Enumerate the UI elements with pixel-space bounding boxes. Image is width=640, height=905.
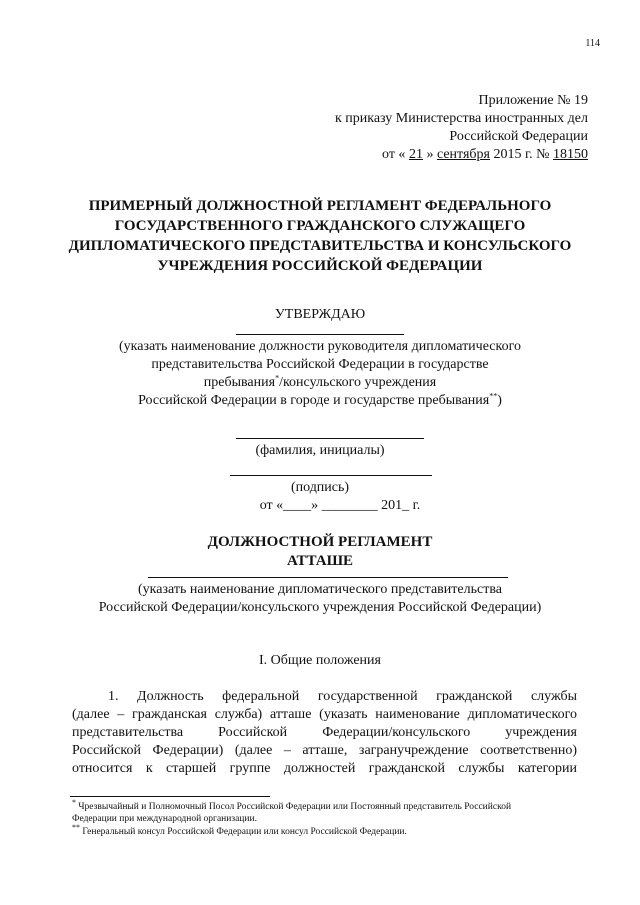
footnote-2-mark: **: [72, 822, 80, 832]
footnote-ref-1: *: [275, 373, 280, 383]
paragraph-line-4: Российской Федерации) (далее – атташе, загранучреждение соответственно): [72, 743, 577, 758]
page-number: 114: [585, 38, 600, 49]
title-line-3: ДИПЛОМАТИЧЕСКОГО ПРЕДСТАВИТЕЛЬСТВА И КОНСУЛЬСКОГО: [68, 238, 572, 254]
instr-part-d: ): [497, 393, 502, 408]
appendix-header: [335, 92, 588, 164]
name-hint: (фамилия, инициалы): [255, 443, 385, 458]
paragraph-line-1: 1. Должность федеральной государственной гражданской службы: [108, 689, 577, 704]
approval-rule: [236, 334, 404, 335]
instr-part-c: Российской Федерации в городе и государстве пребывания: [138, 393, 490, 408]
title-line-1: ПРИМЕРНЫЙ ДОЛЖНОСТНОЙ РЕГЛАМЕНТ ФЕДЕРАЛЬНОГО: [88, 198, 552, 214]
date-mid: »: [426, 147, 434, 162]
regulation-title-line-1: ДОЛЖНОСТНОЙ РЕГЛАМЕНТ: [207, 534, 433, 550]
paragraph-line-3: представительства Российской Федерации/консульского учреждения: [72, 725, 577, 740]
title-line-2: ГОСУДАРСТВЕННОГО ГРАЖДАНСКОГО СЛУЖАЩЕГО: [114, 218, 526, 234]
regulation-instruction-line-1: (указать наименование дипломатического представительства: [138, 582, 502, 597]
date-month: сентября: [436, 147, 490, 162]
footnote-2-text: Генеральный консул Российской Федерации или консул Российской Федерации.: [82, 827, 407, 837]
paragraph-line-5: относится к старшей группе должностей гражданской службы категории: [72, 761, 577, 776]
approval-instruction: [60, 338, 580, 410]
regulation-title: [60, 533, 580, 571]
appendix-ministry: Российской Федерации: [449, 129, 588, 144]
regulation-title-line-2: АТТАШЕ: [286, 553, 354, 569]
signature-rule: [230, 475, 432, 476]
appendix-number: Приложение № 19: [478, 93, 588, 108]
footnote-1: [72, 797, 582, 825]
approval-instruction-line-3: [60, 374, 580, 392]
instr-part-b: /консульского учреждения: [279, 375, 437, 390]
document-title: [60, 196, 580, 276]
regulation-rule: [148, 577, 508, 578]
date-day: 21: [408, 147, 423, 162]
approval-date-line: от «____» ________ 201_ г.: [259, 498, 421, 513]
footnote-1-text: Чрезвычайный и Полномочный Посол Российской Федерации или Постоянный представитель Российской: [78, 802, 512, 812]
approval-instruction-line-4: [60, 392, 580, 410]
title-line-4: УЧРЕЖДЕНИЯ РОССИЙСКОЙ ФЕДЕРАЦИИ: [157, 258, 483, 274]
section-paragraph: [72, 688, 577, 778]
regulation-instruction: [40, 581, 600, 617]
appendix-date: [335, 146, 588, 164]
date-year: 2015 г. №: [493, 147, 550, 162]
footnote-ref-2: **: [489, 391, 498, 401]
appendix-order-ref: к приказу Министерства иностранных дел: [334, 111, 588, 126]
approval-heading: УТВЕРЖДАЮ: [274, 307, 366, 322]
footnote-1-line-1: [72, 797, 582, 813]
instr-part-a: пребывания: [203, 375, 276, 390]
name-rule: [236, 438, 424, 439]
footnote-divider: [70, 796, 270, 797]
order-number: 18150: [553, 147, 588, 162]
approval-instruction-line-1: (указать наименование должности руководителя дипломатического: [119, 339, 521, 354]
section-heading: I. Общие положения: [259, 653, 381, 668]
footnote-1-mark: *: [72, 797, 76, 807]
signature-hint: (подпись): [290, 480, 350, 495]
paragraph-line-2: (далее – гражданская служба) атташе (указать наименование дипломатического: [72, 707, 577, 722]
regulation-instruction-line-2: Российской Федерации/консульского учреждения Российской Федерации): [98, 600, 542, 615]
date-prefix: от «: [382, 147, 406, 162]
footnote-2: [72, 822, 582, 838]
approval-instruction-line-2: представительства Российской Федерации в государстве: [151, 357, 489, 372]
footnote-1-line-2: Федерации при международной организации.: [72, 814, 257, 824]
